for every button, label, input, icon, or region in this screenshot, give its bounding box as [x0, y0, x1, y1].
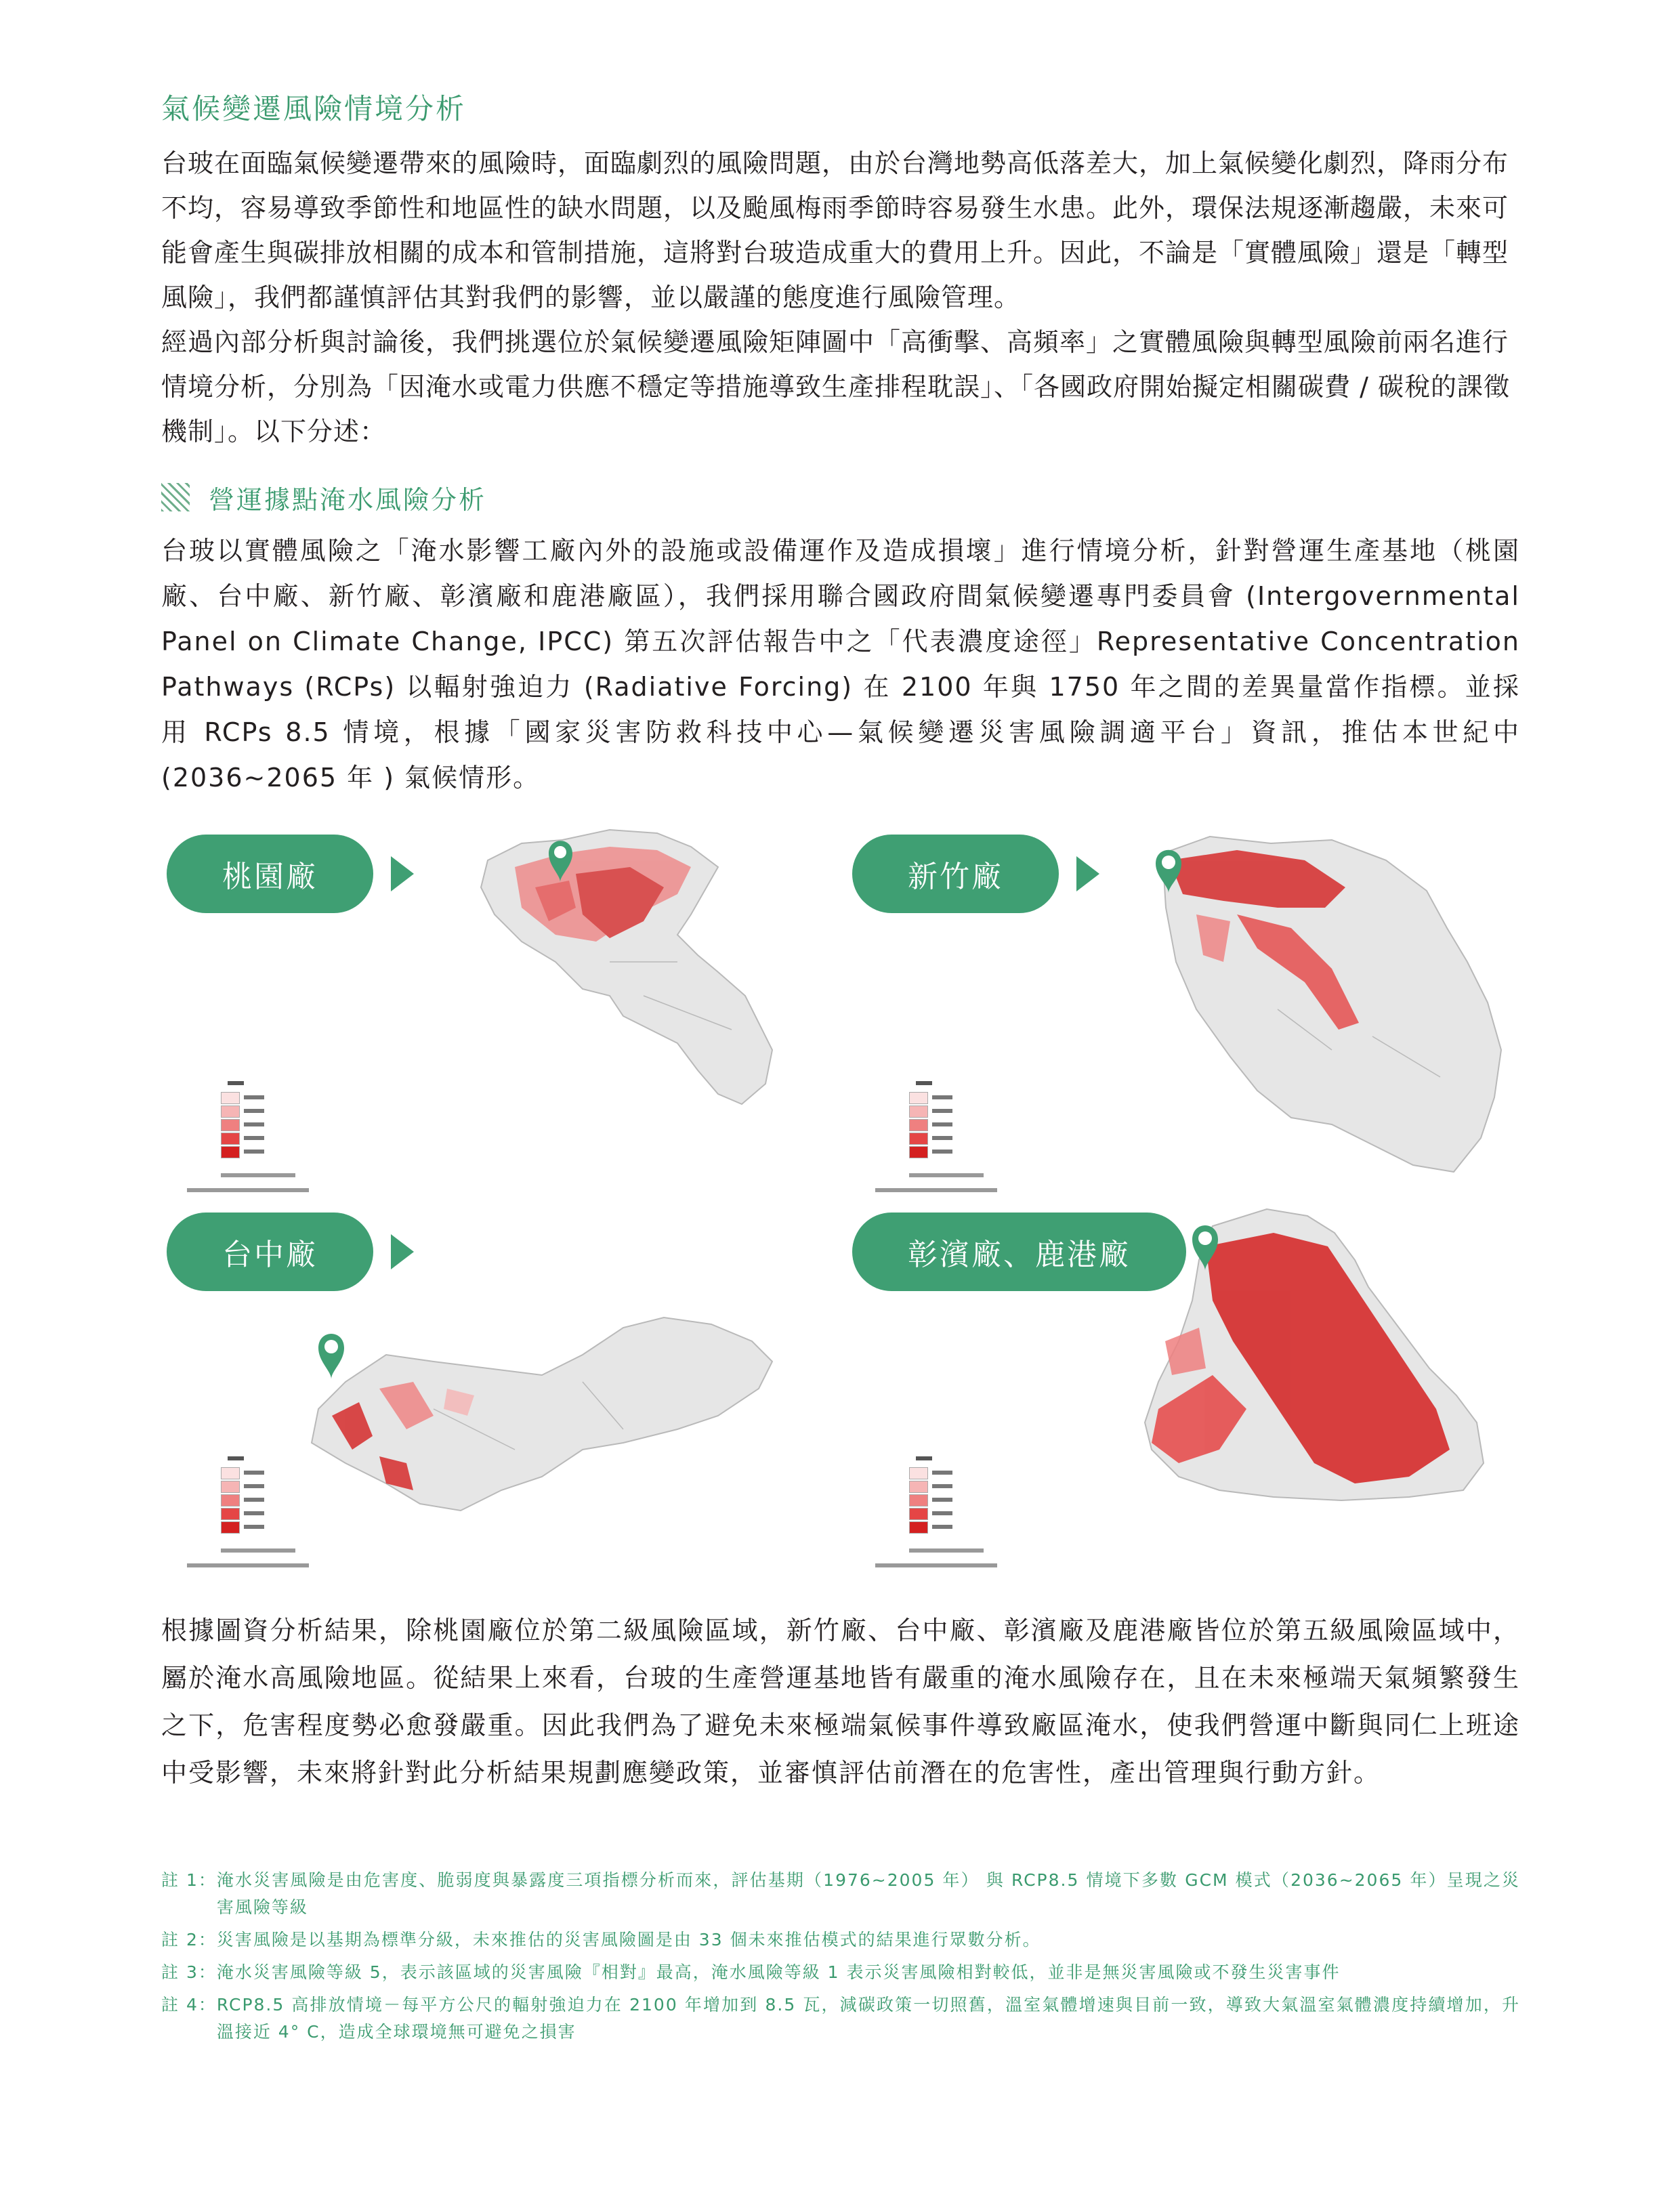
- footnote-label: 註 3：: [161, 1962, 217, 1982]
- map-legend: [173, 1081, 336, 1203]
- intro-text: [161, 141, 1520, 454]
- footnote-text: 淹水災害風險是由危害度、脆弱度與暴露度三項指標分析而來，評估基期（1976~2005 年） 與 RCP8.5 情境下多數 GCM 模式（2036~2065 年）呈現之災害風險等級: [216, 1870, 1520, 1917]
- plant-label-taichung: [167, 1213, 414, 1291]
- map-taichung: [298, 1314, 799, 1517]
- arrow-right-icon: [1076, 856, 1099, 891]
- map-taoyuan: [474, 826, 786, 1111]
- map-land: [312, 1318, 772, 1511]
- map-changbin-lukang: [1138, 1206, 1490, 1504]
- plant-label-taoyuan: [167, 835, 414, 913]
- intro-paragraph: 台玻在面臨氣候變遷帶來的風險時，面臨劇烈的風險問題，由於台灣地勢高低落差大，加上氣候變化劇烈，降雨分布不均，容易導致季節性和地區性的缺水問題，以及颱風梅雨季節時容易發生水患。此外，環保法規逐漸趨嚴，未來可能會產生與碳排放相關的成本和管制措施，這將對台玻造成重大的費用上升。因此，不論是「實體風險」還是「轉型風險」，我們都謹慎評估其對我們的影響，並以嚴謹的態度進行風險管理。: [161, 148, 1509, 312]
- sub-heading-text: 營運據點淹水風險分析: [209, 484, 487, 515]
- intro-paragraph: 經過內部分析與討論後，我們挑選位於氣候變遷風險矩陣圖中「高衝擊、高頻率」之實體風險與轉型風險前兩名進行情境分析，分別為「因淹水或電力供應不穩定等措施導致生產排程耽誤」、「各國政府開始擬定相關碳費 / 碳稅的課徵機制」。以下分述：: [161, 327, 1510, 446]
- map-hsinchu: [1156, 833, 1508, 1179]
- ncdr-logo-icon: [862, 1543, 902, 1566]
- location-pin-icon: [318, 1334, 344, 1379]
- map-legend: [862, 1081, 1024, 1203]
- plant-label-hsinchu: [852, 835, 1099, 913]
- footnote-label: 註 2：: [161, 1930, 217, 1949]
- scenario-text: [161, 528, 1520, 801]
- footnote-text: 災害風險是以基期為標準分級，未來推估的災害風險圖是由 33 個未來推估模式的結果進行眾數分析。: [216, 1930, 1041, 1949]
- footnote-label: 註 4：: [161, 1995, 217, 2015]
- footnote-label: 註 1：: [161, 1870, 217, 1890]
- footnote: [161, 1959, 1520, 1986]
- arrow-right-icon: [391, 1234, 414, 1269]
- footnote: [161, 1867, 1520, 1921]
- scenario-paragraph: 台玻以實體風險之「淹水影響工廠內外的設施或設備運作及造成損壞」進行情境分析，針對營運生產基地（桃園廠、台中廠、新竹廠、彰濱廠和鹿港廠區），我們採用聯合國政府間氣候變遷專門委員會 (Intergovernmental Panel on Climate Change, IPCC) 第五次評估報告中之「代表濃度途徑」Representative Concentration Pathways (RCPs) 以輻射強迫力 (Radiative Forcing) 在 2100 年與 1750 年之間的差異量當作指標。並採用 RCPs 8.5 情境，根據「國家災害防救科技中心—氣候變遷災害風險調適平台」資訊，推估本世紀中 (2036~2065 年 ) 氣候情形。: [161, 536, 1520, 793]
- hatch-icon: [161, 483, 190, 511]
- plant-pill: 桃園廠: [167, 835, 373, 913]
- footnote: [161, 1926, 1520, 1954]
- plant-pill: 新竹廠: [852, 835, 1059, 913]
- footnote: [161, 1991, 1520, 2046]
- section-title: 氣候變遷風險情境分析: [161, 92, 467, 125]
- conclusion-paragraph: 根據圖資分析結果，除桃園廠位於第二級風險區域，新竹廠、台中廠、彰濱廠及鹿港廠皆位於第五級風險區域中，屬於淹水高風險地區。從結果上來看，台玻的生產營運基地皆有嚴重的淹水風險存在，且在未來極端天氣頻繁發生之下，危害程度勢必愈發嚴重。因此我們為了避免未來極端氣候事件導致廠區淹水，使我們營運中斷與同仁上班途中受影響，未來將針對此分析結果規劃應變政策，並審慎評估前潛在的危害性，產出管理與行動方針。: [161, 1616, 1520, 1788]
- ncdr-logo-icon: [173, 1543, 214, 1566]
- plant-pill: 彰濱廠、鹿港廠: [852, 1213, 1186, 1291]
- footnote-text: RCP8.5 高排放情境－每平方公尺的輻射強迫力在 2100 年增加到 8.5 瓦，減碳政策一切照舊，溫室氣體增速與目前一致，導致大氣溫室氣體濃度持續增加，升溫接近 4° C，造成全球環境無可避免之損害: [216, 1995, 1520, 2042]
- map-legend: [862, 1456, 1024, 1578]
- footnotes: [161, 1867, 1520, 2051]
- plant-pill: 台中廠: [167, 1213, 373, 1291]
- ncdr-logo-icon: [173, 1168, 214, 1191]
- arrow-right-icon: [391, 856, 414, 891]
- ncdr-logo-icon: [862, 1168, 902, 1191]
- sub-heading: [161, 478, 486, 516]
- footnote-text: 淹水災害風險等級 5，表示該區域的災害風險『相對』最高，淹水風險等級 1 表示災害風險相對較低，並非是無災害風險或不發生災害事件: [216, 1962, 1341, 1982]
- map-legend: [173, 1456, 336, 1578]
- conclusion-text: [161, 1607, 1520, 1796]
